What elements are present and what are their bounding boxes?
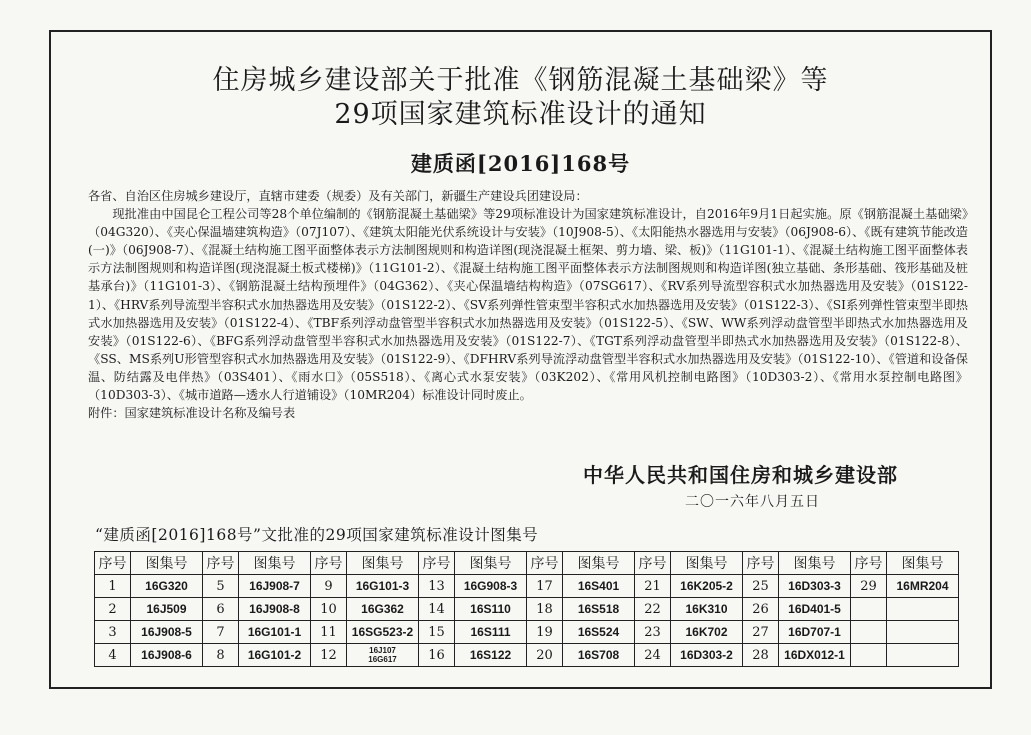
header-number: 序号 (527, 552, 563, 575)
cell-atlas-code: 16S708 (563, 644, 635, 667)
cell-atlas-code: 16K310 (671, 598, 743, 621)
cell-atlas-code: 16D303-2 (671, 644, 743, 667)
cell-number: 7 (203, 621, 239, 644)
cell-atlas-code: 16J908-8 (239, 598, 311, 621)
cell-atlas-code: 16S110 (455, 598, 527, 621)
cell-atlas-code: 16G101-3 (347, 575, 419, 598)
cell-number: 23 (635, 621, 671, 644)
cell-atlas-code: 16J908-6 (131, 644, 203, 667)
cell-number: 15 (419, 621, 455, 644)
cell-atlas-code: 16K702 (671, 621, 743, 644)
cell-atlas-code: 16G101-1 (239, 621, 311, 644)
table-row (95, 598, 959, 621)
header-atlas-code: 图集号 (347, 552, 419, 575)
cell-number: 4 (95, 644, 131, 667)
cell-number: 17 (527, 575, 563, 598)
cell-atlas-code (887, 644, 959, 667)
cell-number: 6 (203, 598, 239, 621)
table-row (95, 621, 959, 644)
cell-number: 29 (851, 575, 887, 598)
header-number: 序号 (743, 552, 779, 575)
cell-number: 19 (527, 621, 563, 644)
cell-number: 11 (311, 621, 347, 644)
cell-number: 1 (95, 575, 131, 598)
cell-number: 24 (635, 644, 671, 667)
cell-number (851, 644, 887, 667)
cell-number: 12 (311, 644, 347, 667)
cell-atlas-code: 16MR204 (887, 575, 959, 598)
cell-atlas-code: 16J509 (131, 598, 203, 621)
header-number: 序号 (203, 552, 239, 575)
cell-atlas-code: 16D303-3 (779, 575, 851, 598)
cell-number: 16 (419, 644, 455, 667)
header-atlas-code: 图集号 (779, 552, 851, 575)
cell-atlas-code: 16SG523-2 (347, 621, 419, 644)
cell-atlas-code: 16J107 16G617 (347, 644, 419, 667)
document-frame (49, 30, 992, 689)
cell-atlas-code: 16G908-3 (455, 575, 527, 598)
header-atlas-code: 图集号 (455, 552, 527, 575)
cell-number: 18 (527, 598, 563, 621)
cell-atlas-code: 16G320 (131, 575, 203, 598)
cell-number: 9 (311, 575, 347, 598)
attachment-note: 附件：国家建筑标准设计名称及编号表 (88, 406, 296, 421)
cell-atlas-code: 16J908-7 (239, 575, 311, 598)
cell-atlas-code: 16G362 (347, 598, 419, 621)
atlas-number-table (94, 551, 959, 667)
notice-body (88, 187, 968, 422)
cell-atlas-code: 16S524 (563, 621, 635, 644)
cell-atlas-code: 16D707-1 (779, 621, 851, 644)
cell-number (851, 598, 887, 621)
header-atlas-code: 图集号 (239, 552, 311, 575)
table-caption: “建质函[2016]168号”文批准的29项国家建筑标准设计图集号 (95, 526, 539, 544)
cell-number: 27 (743, 621, 779, 644)
title-line-2: 29项国家建筑标准设计的通知 (334, 99, 707, 130)
table-header-row (95, 552, 959, 575)
cell-atlas-code: 16S518 (563, 598, 635, 621)
cell-atlas-code: 16S401 (563, 575, 635, 598)
cell-number: 3 (95, 621, 131, 644)
cell-atlas-code: 16S122 (455, 644, 527, 667)
header-atlas-code: 图集号 (671, 552, 743, 575)
cell-number: 26 (743, 598, 779, 621)
header-atlas-code: 图集号 (563, 552, 635, 575)
cell-atlas-code (887, 598, 959, 621)
cell-atlas-code: 16K205-2 (671, 575, 743, 598)
cell-atlas-code: 16D401-5 (779, 598, 851, 621)
header-number: 序号 (95, 552, 131, 575)
table-row (95, 575, 959, 598)
cell-atlas-code: 16G101-2 (239, 644, 311, 667)
cell-number: 25 (743, 575, 779, 598)
cell-atlas-code: 16J908-5 (131, 621, 203, 644)
cell-atlas-code: 16DX012-1 (779, 644, 851, 667)
body-paragraph: 现批准由中国昆仑工程公司等28个单位编制的《钢筋混凝土基础梁》等29项标准设计为国家建筑标准设计，自2016年9月1日起实施。原《钢筋混凝土基础梁》（04G320）、《夹心保温墙建筑构造》（07J107）、《建筑太阳能光伏系统设计与安装》（10J908-5）、《太阳能热水器选用与安装》（06J908-6）、《既有建筑节能改造(一)》（06J908-7）、《混凝土结构施工图平面整体表示方法制图规则和构造详图(现浇混凝土框架、剪力墙、梁、板)》（11G101-1）、《混凝土结构施工图平面整体表示方法制图规则和构造详图(现浇混凝土板式楼梯)》（11G101-2）、《混凝土结构施工图平面整体表示方法制图规则和构造详图(独立基础、条形基础、筏形基础及桩基承台)》（11G101-3）、《钢筋混凝土结构预埋件》（04G362）、《夹心保温墙结构构造》（07SG617）、《RV系列导流型容积式水加热器选用及安装》（01S122-1）、《HRV系列导流型半容积式水加热器选用及安装》（01S122-2）、《SV系列弹性管束型半容积式水加热器选用及安装》（01S122-3）、《SI系列弹性管束型半即热式水加热器选用及安装》（01S122-4）、《TBF系列浮动盘管型半容积式水加热器选用及安装》（01S122-5）、《SW、WW系列浮动盘管型半即热式水加热器选用及安装》（01S122-6）、《BFG系列浮动盘管型半容积式水加热器选用及安装》（01S122-7）、《TGT系列浮动盘管型半即热式水加热器选用及安装》（01S122-8）、《SS、MS系列U形管型容积式水加热器选用及安装》（01S122-9）、《DFHRV系列导流浮动盘管型半容积式水加热器选用及安装》（01S122-10）、《管道和设备保温、防结露及电伴热》（03S401）、《雨水口》（05S518）、《离心式水泵安装》（03K202）、《常用风机控制电路图》（10D303-2）、《常用水泵控制电路图》（10D303-3）、《城市道路—透水人行道铺设》（10MR204）标准设计同时废止。 (88, 207, 968, 403)
cell-number: 14 (419, 598, 455, 621)
header-atlas-code: 图集号 (887, 552, 959, 575)
header-atlas-code: 图集号 (131, 552, 203, 575)
cell-atlas-code (887, 621, 959, 644)
cell-atlas-code: 16S111 (455, 621, 527, 644)
cell-number (851, 621, 887, 644)
document-number: 建质函[2016]168号 (410, 151, 631, 176)
issuing-authority: 中华人民共和国住房和城乡建设部 (583, 463, 898, 487)
cell-number: 13 (419, 575, 455, 598)
cell-number: 22 (635, 598, 671, 621)
cell-number: 28 (743, 644, 779, 667)
cell-number: 10 (311, 598, 347, 621)
cell-number: 2 (95, 598, 131, 621)
header-number: 序号 (635, 552, 671, 575)
issue-date: 二〇一六年八月五日 (685, 494, 820, 510)
cell-number: 8 (203, 644, 239, 667)
addressee: 各省、自治区住房城乡建设厅，直辖市建委（规委）及有关部门，新疆生产建设兵团建设局： (88, 189, 588, 203)
header-number: 序号 (311, 552, 347, 575)
cell-number: 20 (527, 644, 563, 667)
title-line-1: 住房城乡建设部关于批准《钢筋混凝土基础梁》等 (212, 65, 829, 96)
header-number: 序号 (419, 552, 455, 575)
table-row (95, 644, 959, 667)
cell-number: 21 (635, 575, 671, 598)
header-number: 序号 (851, 552, 887, 575)
cell-number: 5 (203, 575, 239, 598)
